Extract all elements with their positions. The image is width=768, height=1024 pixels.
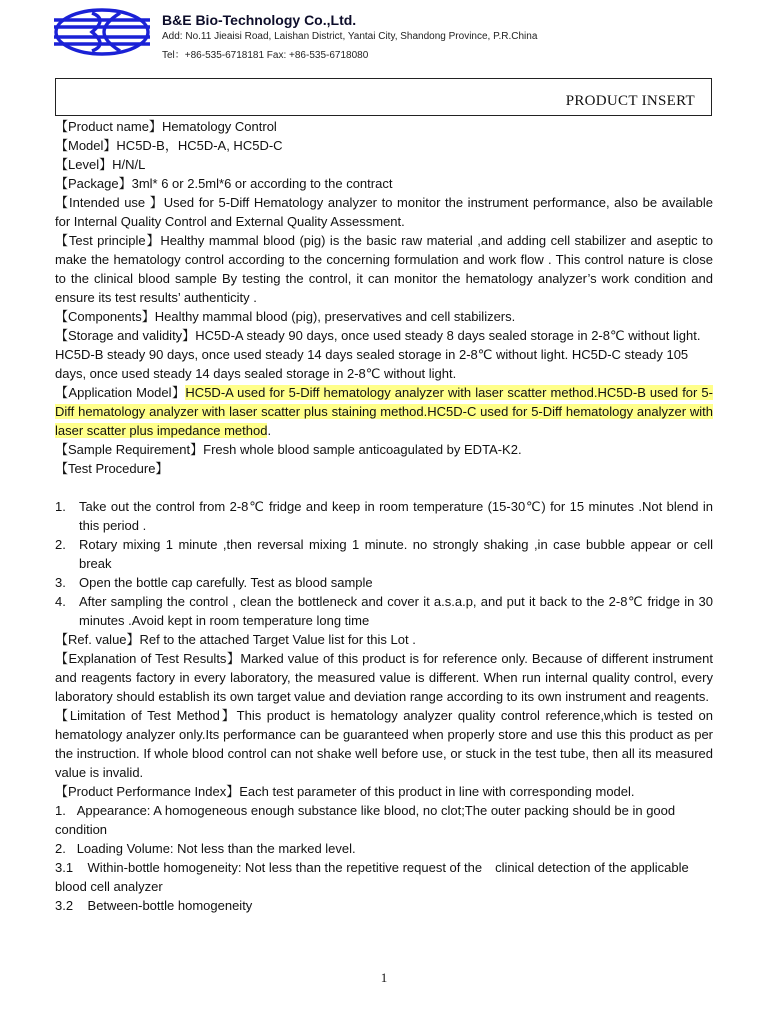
company-contact: Tel：+86-535-6718181 Fax: +86-535-6718080 [162,50,369,61]
performance-index-line: 【Product Performance Index】Each test parameter of this product in line with corresponding model. [55,784,635,799]
company-name: B&E Bio-Technology Co.,Ltd. [162,12,357,28]
ref-value-line: 【Ref. value】Ref to the attached Target Value list for this Lot . [55,632,416,647]
page-number: 1 [380,970,388,985]
performance-item: 3.1 Within-bottle homogeneity: Not less than the repetitive request of the clinical detection of the applicable blood cell analyzer [55,860,689,894]
package-line: 【Package】3ml* 6 or 2.5ml*6 or according to the contract [55,176,393,191]
application-model-paragraph: 【Application Model】HC5D-A used for 5-Diff hematology analyzer with laser scatter method.HC5D-B used for 5-Diff hematology analyzer with laser scatter plus staining method.HC5D-C used for 5-Diff hematology analyzer with laser scatter plus impedance method. [55,385,713,438]
list-item: 1. Take out the control from 2-8℃ fridge and keep in room temperature (15-30℃) for 15 minutes .Not blend in this period . [55,499,713,533]
sample-requirement-line: 【Sample Requirement】Fresh whole blood sample anticoagulated by EDTA-K2. [55,442,522,457]
limitation-paragraph: 【Limitation of Test Method】This product is hematology analyzer quality control reference,which is tested on hematology analyzer only.Its performance can be guaranteed when properly store and use this this product as per the instruction. If whole blood control can not shake well before use, or stuck in the test tube, then all its measured value is invalid. [55,708,713,780]
storage-paragraph: 【Storage and validity】HC5D-A steady 90 days, once used steady 8 days sealed storage in 2-8℃ without light. HC5D-B steady 90 days, once used steady 14 days sealed storage in 2-8℃ without light. HC5D-C steady 105 days, once used steady 14 days sealed storage in 2-8℃ without light. [55,328,701,381]
performance-item: 3.2 Between-bottle homogeneity [55,898,253,913]
company-address: Add: No.11 Jieaisi Road, Laishan District, Yantai City, Shandong Province, P.R.China [162,31,538,42]
performance-item: 1. Appearance: A homogeneous enough substance like blood, no clot;The outer packing should be in good condition [55,803,676,837]
intended-use-paragraph: 【Intended use 】Used for 5-Diff Hematology analyzer to monitor the instrument performance, also be available for Internal Quality Control and External Quality Assessment. [55,195,713,229]
test-principle-paragraph: 【Test principle】Healthy mammal blood (pig) is the basic raw material ,and adding cell stabilizer and aseptic to make the hematology control according to the concerning formulation and work flow . This control nature is close to the clinical blood sample By testing the control, it can monitor the hematology analyzer’s work condition and ensure its test results’ authenticity . [55,233,713,305]
level-line: 【Level】H/N/L [55,157,146,172]
highlighted-text: HC5D-A used for 5-Diff hematology analyzer with laser scatter method.HC5D-B used for 5-Diff hematology analyzer with laser scatter plus staining method.HC5D-C used for 5-Diff hematology analyzer with laser scatter plus impedance method [55,385,713,438]
be-logo-icon [52,7,152,57]
components-line: 【Components】Healthy mammal blood (pig), preservatives and cell stabilizers. [55,309,516,324]
product-name-line: 【Product name】Hematology Control [55,119,277,134]
list-item: 3. Open the bottle cap carefully. Test as blood sample [55,575,373,590]
document-title-box [55,78,712,116]
list-item: 4. After sampling the control , clean the bottleneck and cover it a.s.a.p, and put it back to the 2-8℃ fridge in 30 minutes .Avoid kept in room temperature long time [55,594,713,628]
procedure-list [55,497,713,630]
performance-item: 2. Loading Volume: Not less than the marked level. [55,841,356,856]
document-title: PRODUCT INSERT [565,93,695,109]
list-item: 2. Rotary mixing 1 minute ,then reversal mixing 1 minute. no strongly shaking ,in case bubble appear or cell break [55,537,713,571]
explanation-paragraph: 【Explanation of Test Results】Marked value of this product is for reference only. Because of different instrument and reagents factory in every laboratory, the measured value is different. When run internal quality control, every laboratory should establish its own target value and deviation range according to its own instrument and reagents. [55,651,713,704]
model-line: 【Model】HC5D-B，HC5D-A, HC5D-C [55,138,283,153]
document-body [55,117,713,915]
test-procedure-heading: 【Test Procedure】 [55,461,169,476]
